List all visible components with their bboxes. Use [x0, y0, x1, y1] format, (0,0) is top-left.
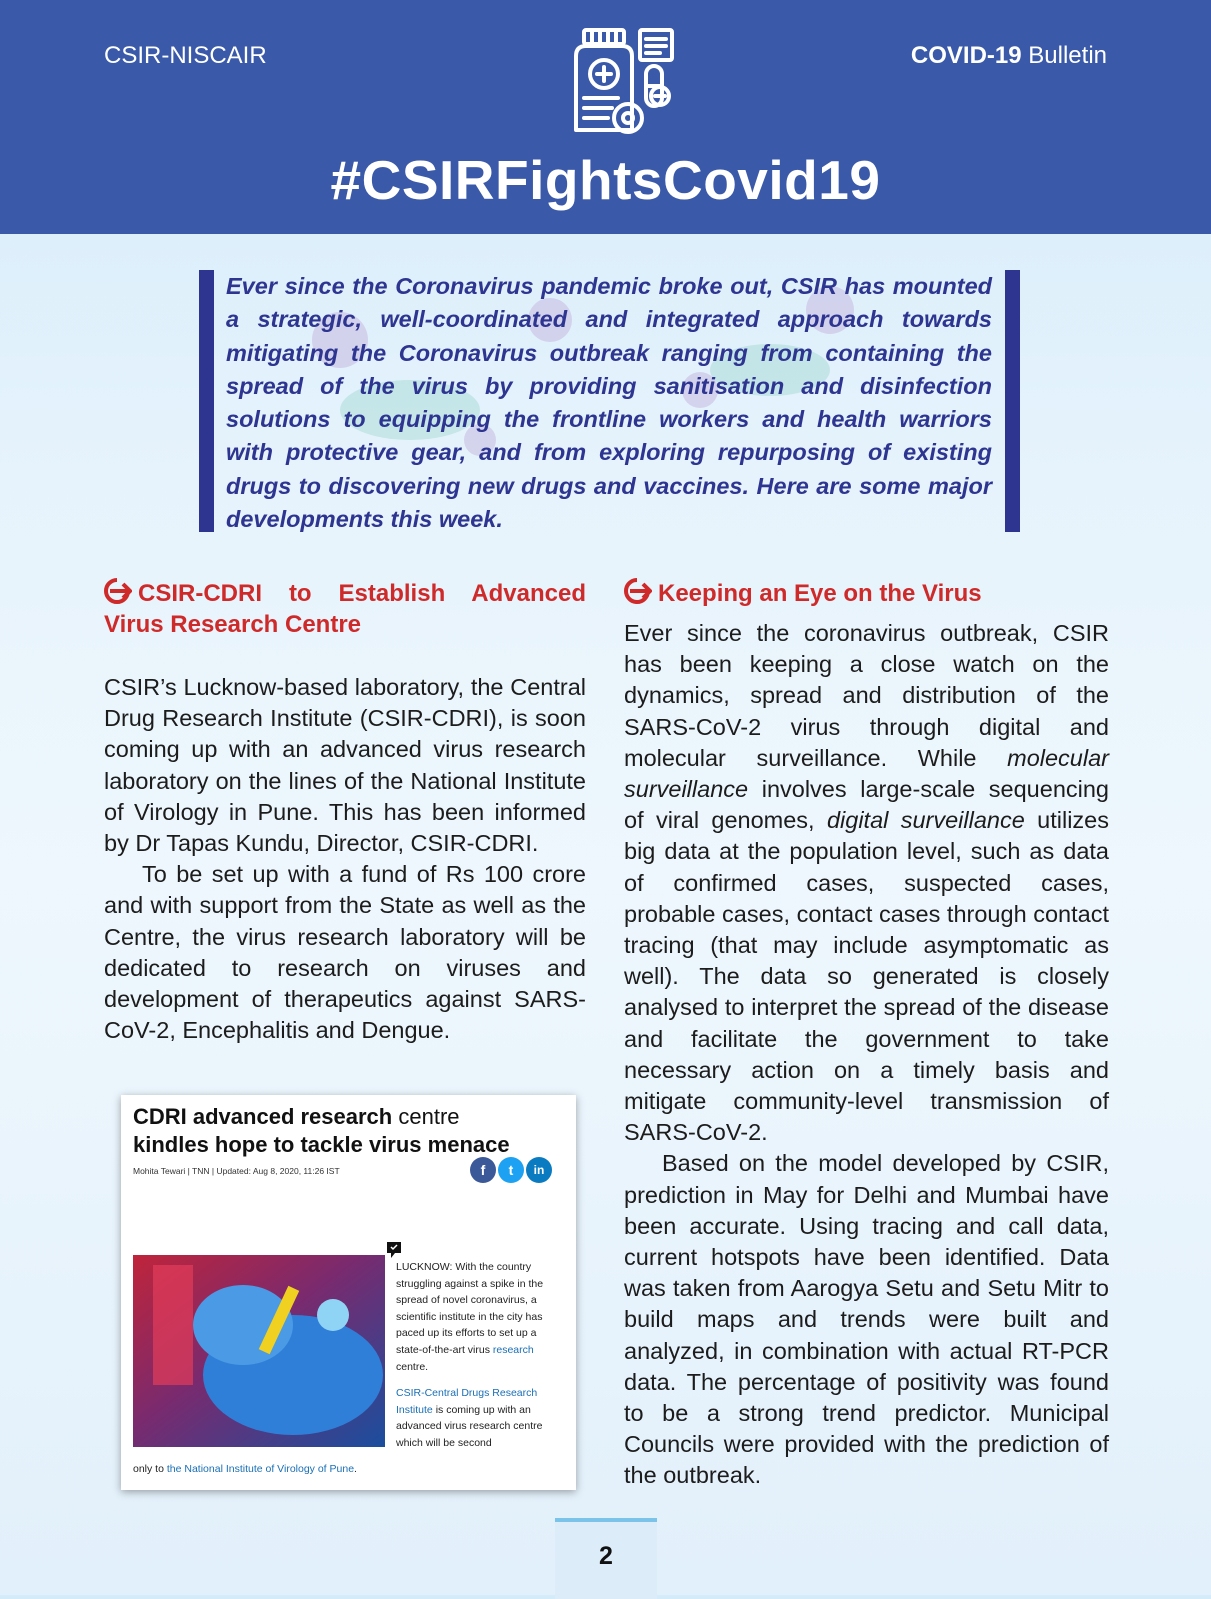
intro-right-bar — [1005, 270, 1020, 532]
clipping-headline: CDRI advanced research centre kindles hope to tackle virus menace — [133, 1104, 510, 1157]
linkedin-icon[interactable]: in — [526, 1157, 552, 1183]
bulletin-label: COVID-19 Bulletin — [910, 42, 1107, 69]
facebook-icon[interactable]: f — [470, 1157, 496, 1183]
right-column — [624, 618, 1109, 1492]
right-para-2: Based on the model developed by CSIR, prediction in May for Delhi and Mumbai have been accurate. Using tracing and call data, current hotspots have been identified. Data was taken from Aarogya Setu and Setu Mitr to build maps and trends were built and analyzed, in combination with actual RT-PCR data. The percentage of positivity was found to be a strong trend predictor. Municipal Councils were provided with the prediction of the outbreak. — [624, 1150, 1109, 1489]
news-clipping — [121, 1095, 576, 1490]
clipping-byline: Mohita Tewari | TNN | Updated: Aug 8, 2020, 11:26 IST — [133, 1166, 340, 1176]
hashtag-title: #CSIRFightsCovid19 — [330, 149, 881, 211]
page-number: 2 — [599, 1542, 613, 1570]
cdri-link[interactable]: CSIR-Central Drugs Research Institute — [396, 1387, 538, 1416]
niv-link[interactable]: the National Institute of Virology of Pune — [166, 1463, 355, 1475]
clipping-footer: only to the National Institute of Virology of Pune. — [133, 1463, 357, 1475]
comment-icon[interactable] — [386, 1241, 402, 1259]
publisher-name: CSIR-NISCAIR — [104, 42, 267, 69]
twitter-icon[interactable]: t — [498, 1157, 524, 1183]
clipping-body: LUCKNOW: With the country struggling against a spike in the spread of novel coronavirus, a scientific institute in the city has paced up its efforts to set up a state-of-the-art virus research centre. CSIR-Central Drugs Research Institute is coming up with an advanced virus research centre which will be second — [396, 1261, 544, 1449]
page-number-box — [555, 1518, 657, 1599]
left-column — [104, 672, 586, 1046]
right-section-heading: Keeping an Eye on the Virus — [624, 578, 1109, 609]
intro-left-bar — [199, 270, 214, 532]
research-link[interactable]: research — [492, 1343, 534, 1356]
intro-paragraph: Ever since the Coronavirus pandemic broke out, CSIR has mounted a strategic, well-coordinated and integrated approach towards mitigating the Coronavirus outbreak ranging from containing the spread of the virus by providing sanitisation and disinfection solutions to equipping the frontline workers and health warriors with protective gear, and from exploring repurposing of existing drugs to discovering new drugs and vaccines. Here are some major developments this week. — [226, 273, 992, 533]
arrow-right-icon — [104, 578, 132, 604]
right-para-1: Ever since the coronavirus outbreak, CSIR has been keeping a close watch on the dynamics, spread and distribution of the SARS-CoV-2 virus through digital and molecular surveillance. While molecular surveillance involves large-scale sequencing of viral genomes, digital surveillance utilizes big data at the population level, such as data of confirmed cases, suspected cases, probable cases, contact cases through contact tracing (that may include asymptomatic as well). The data so generated is closely analysed to interpret the spread of the disease and facilitate the government to take necessary action on a timely basis and mitigate community-level transmission of SARS-CoV-2. — [624, 620, 1110, 1146]
medicine-bottle-icon — [568, 26, 678, 138]
left-section-heading: CSIR-CDRI to Establish Advanced Virus Research Centre — [104, 580, 586, 638]
arrow-right-icon — [624, 578, 652, 604]
left-para-2: To be set up with a fund of Rs 100 crore and with support from the State as well as the Centre, the virus research laboratory will be dedicated to research on viruses and development of therapeutics against SARS-CoV-2, Encephalitis and Dengue. — [104, 861, 586, 1044]
lab-photo — [133, 1255, 385, 1447]
left-para-1: CSIR’s Lucknow-based laboratory, the Central Drug Research Institute (CSIR-CDRI), is soon coming up with an advanced virus research laboratory on the lines of the National Institute of Virology in Pune. This has been informed by Dr Tapas Kundu, Director, CSIR-CDRI. — [104, 674, 586, 857]
header-banner — [0, 0, 1211, 234]
